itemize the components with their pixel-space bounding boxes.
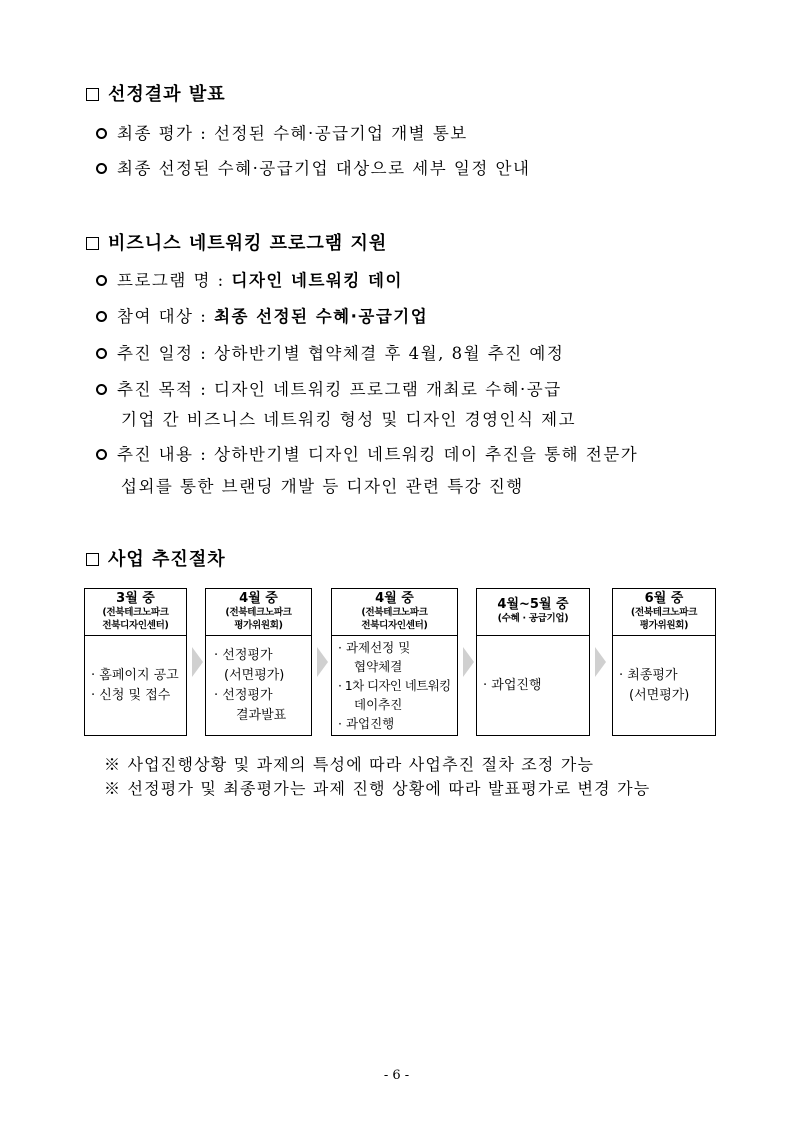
process-step-header: 4월 중 (전북테크노파크 전북디자인센터) (332, 589, 457, 636)
process-step-3 (331, 588, 458, 736)
section1-title: 선정결과 발표 (86, 80, 226, 106)
process-step-header: 3월 중 (전북테크노파크 전북디자인센터) (85, 589, 186, 636)
section1-item-1: 최종 평가 : 선정된 수혜·공급기업 개별 통보 (96, 120, 468, 144)
process-step-5 (612, 588, 716, 736)
process-step-2 (205, 588, 312, 736)
process-step-body: · 과업진행 (483, 677, 542, 693)
process-step-body: · 과제선정 및 협약체결 · 1차 디자인 네트워킹 데이추진 · 과업진행 (338, 640, 451, 731)
section1-item-2: 최종 선정된 수혜·공급기업 대상으로 세부 일정 안내 (96, 155, 530, 179)
purpose-item: 추진 목적 : 디자인 네트워킹 프로그램 개최로 수혜·공급 (96, 376, 562, 400)
process-step-4 (476, 588, 590, 736)
note-2: ※ 선정평가 및 최종평가는 과제 진행 상황에 따라 발표평가로 변경 가능 (104, 779, 651, 798)
process-step-body: · 홈페이지 공고 · 신청 및 접수 (91, 667, 179, 703)
arrow-right-icon (317, 647, 328, 677)
circle-bullet-icon (96, 163, 107, 174)
circle-bullet-icon (96, 449, 107, 460)
target-item: 참여 대상 : 최종 선정된 수혜·공급기업 (96, 303, 428, 327)
circle-bullet-icon (96, 384, 107, 395)
process-step-header: 4월~5월 중 (수혜 · 공급기업) (477, 589, 589, 636)
arrow-right-icon (463, 647, 474, 677)
circle-bullet-icon (96, 128, 107, 139)
circle-bullet-icon (96, 311, 107, 322)
content-item-cont: 섭외를 통한 브랜딩 개발 등 디자인 관련 특강 진행 (121, 477, 524, 496)
arrow-right-icon (192, 647, 203, 677)
schedule-item: 추진 일정 : 상하반기별 협약체결 후 4월, 8월 추진 예정 (96, 340, 564, 364)
program-name-item: 프로그램 명 : 디자인 네트워킹 데이 (96, 267, 403, 291)
content-item: 추진 내용 : 상하반기별 디자인 네트워킹 데이 추진을 통해 전문가 (96, 441, 638, 465)
process-step-body: · 선정평가 (서면평가) · 선정평가 결과발표 (214, 647, 287, 723)
section2-title: 비즈니스 네트워킹 프로그램 지원 (86, 229, 387, 255)
process-step-1 (84, 588, 187, 736)
section3-title: 사업 추진절차 (86, 545, 226, 571)
arrow-right-icon (595, 647, 606, 677)
page-number: - 6 - (383, 1068, 410, 1083)
circle-bullet-icon (96, 275, 107, 286)
purpose-item-cont: 기업 간 비즈니스 네트워킹 형성 및 디자인 경영인식 제고 (121, 410, 577, 429)
process-step-body: · 최종평가 (서면평가) (619, 667, 690, 703)
process-step-header: 4월 중 (전북테크노파크 평가위원회) (206, 589, 311, 636)
note-1: ※ 사업진행상황 및 과제의 특성에 따라 사업추진 절차 조정 가능 (104, 755, 595, 774)
process-step-header: 6월 중 (전북테크노파크 평가위원회) (613, 589, 715, 636)
checkbox-square-icon (86, 88, 99, 101)
checkbox-square-icon (86, 553, 99, 566)
checkbox-square-icon (86, 237, 99, 250)
circle-bullet-icon (96, 348, 107, 359)
